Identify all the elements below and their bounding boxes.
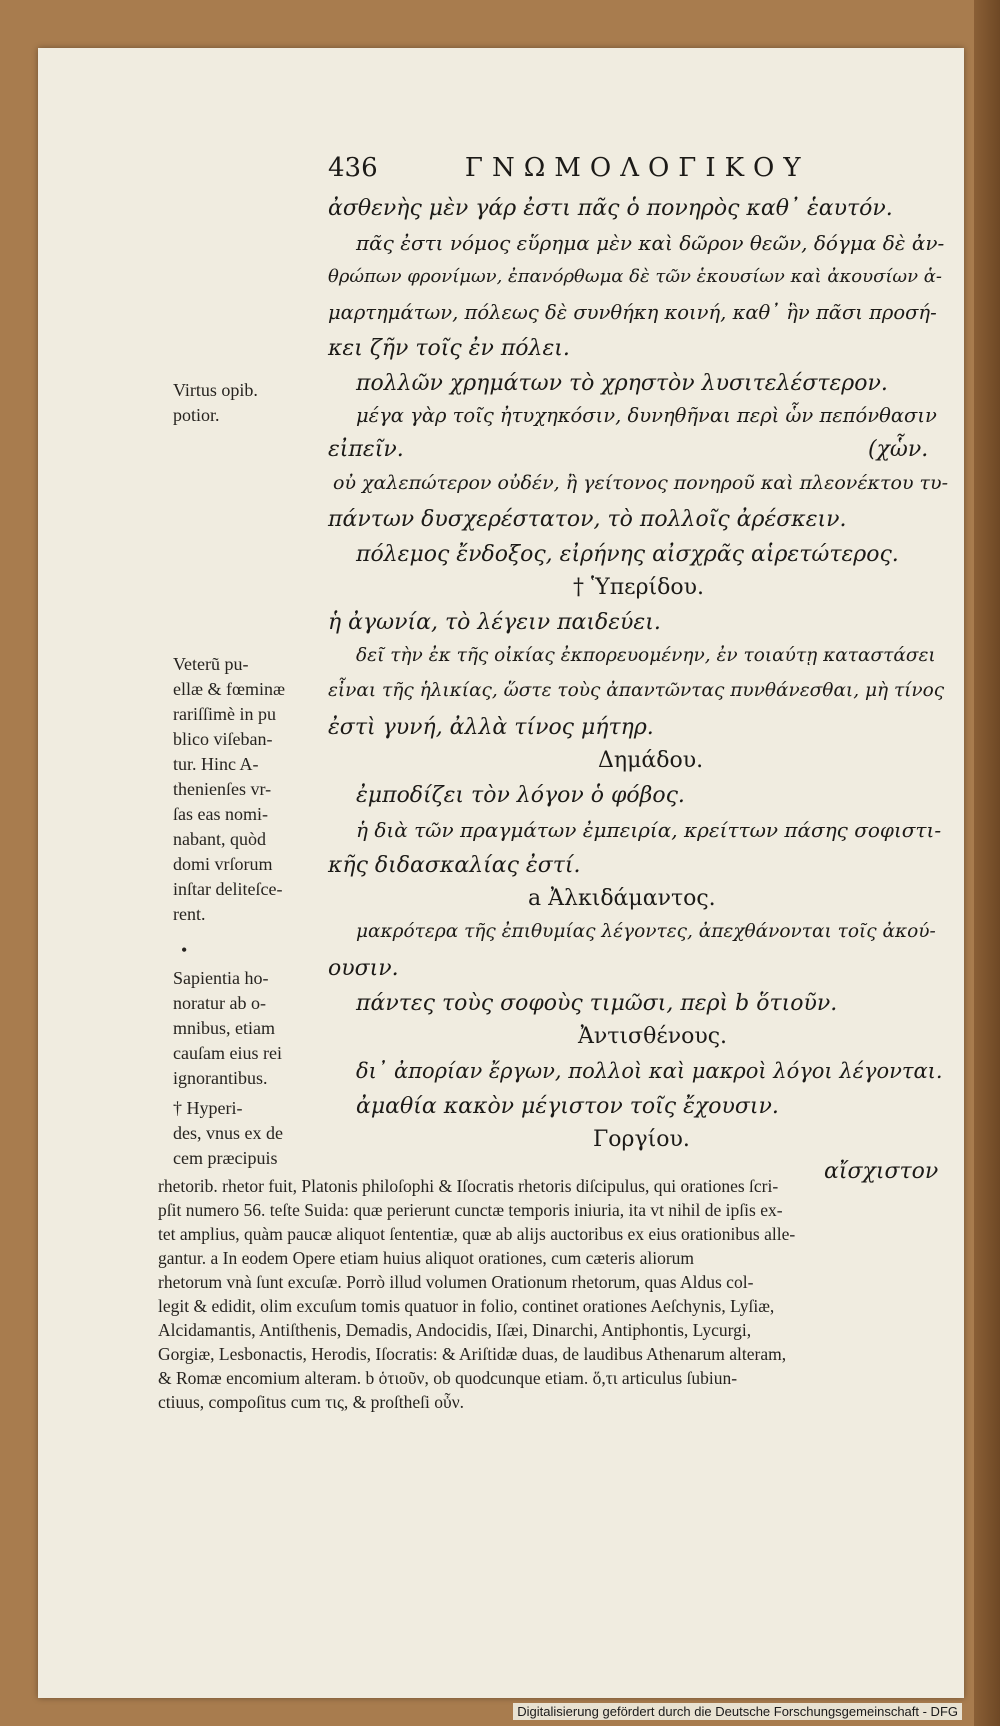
text-line: πάντες τοὺς σοφοὺς τιμῶσι, περὶ b ὅτιοῦν. (356, 991, 838, 1016)
author-heading: † Ὑπερίδου. (573, 575, 704, 600)
footnote-line: Gorgiæ, Lesbonactis, Herodis, Iſocratis: & Ariſtidæ duas, de laudibus Athenarum alteram, (158, 1344, 787, 1364)
text-line: ἐμποδίζει τὸν λόγον ὁ φόβος. (356, 783, 685, 808)
footnote-line: rhetorum vnà ſunt excuſæ. Porrò illud volumen Orationum rhetorum, quas Aldus col- (158, 1272, 754, 1292)
page-number: 436 (328, 153, 378, 183)
margin-bullet: • (181, 940, 188, 960)
text-line: μακρότερα τῆς ἐπιθυμίας λέγοντες, ἀπεχθάνονται τοῖς ἀκού- (356, 921, 936, 942)
footnote-line: legit & edidit, olim excuſum tomis quatuor in folio, continet orationes Aeſchynis, Lyſiæ, (158, 1296, 775, 1316)
text-line: ἡ ἀγωνία, τὸ λέγειν παιδεύει. (328, 610, 661, 635)
footnote-line: & Romæ encomium alteram. b ὁτιοῦν, ob quodcunque etiam. ὅ,τι articulus ſubiun- (158, 1368, 738, 1388)
book-page (38, 48, 964, 1698)
text-line: κῆς διδασκαλίας ἐστί. (328, 853, 581, 878)
text-line: ουσιν. (328, 956, 399, 981)
book-spine (974, 0, 1000, 1726)
author-heading: Δημάδου. (598, 748, 704, 773)
author-heading: Γοργίου. (593, 1127, 690, 1152)
footnote-line: gantur. a In eodem Opere etiam huius aliquot orationes, cum cæteris aliorum (158, 1248, 695, 1268)
text-line: πόλεμος ἔνδοξος, εἰρήνης αἰσχρᾶς αἱρετώτερος. (356, 542, 899, 567)
text-line: ἡ διὰ τῶν πραγμάτων ἐμπειρία, κρείττων πάσης σοφιστι- (356, 818, 942, 842)
text-line: εἶναι τῆς ἡλικίας, ὥστε τοὺς ἀπαντῶντας πυνθάνεσθαι, μὴ τίνος (328, 680, 945, 701)
author-heading: Ἀντισθένους. (578, 1024, 728, 1049)
catchword: αἴσχιστον (824, 1159, 939, 1184)
text-line: μέγα γὰρ τοῖς ἠτυχηκόσιν, δυνηθῆναι περὶ ὧν πεπόνθασιν (356, 404, 937, 427)
margin-note-sapientia: Sapientia ho- noratur ab o- mnibus, etiam cauſam eius rei ignorantibus. (173, 968, 282, 1088)
footnote-line: pſit numero 56. teſte Suida: quæ perierunt cunctæ temporis iniuria, ita vt nihil de ipſis ex- (158, 1200, 783, 1220)
text-line: δι᾽ ἀπορίαν ἔργων, πολλοὶ καὶ μακροὶ λόγοι λέγονται. (356, 1059, 943, 1083)
footnote-line: ctiuus, compoſitus cum τις, & proſtheſi οὖν. (158, 1392, 464, 1412)
footnote-line: Alcidamantis, Antiſthenis, Demadis, Andocidis, Iſæi, Dinarchi, Antiphontis, Lycurgi, (158, 1320, 752, 1340)
text-line: θρώπων φρονίμων, ἐπανόρθωμα δὲ τῶν ἑκουσίων καὶ ἀκουσίων ἁ- (328, 266, 942, 287)
author-heading: a Ἀλκιδάμαντος. (528, 886, 716, 911)
margin-note-veteru: Veterũ pu- ellæ & fœminæ rariſſimè in pu blico viſeban- tur. Hinc A- thenienſes vr- ſas eas nomi- nabant, quòd domi vrſorum inſtar deliteſce- rent. (173, 654, 285, 924)
text-line: εἰπεῖν. (328, 437, 404, 462)
text-line: πάντων δυσχερέστατον, τὸ πολλοῖς ἀρέσκειν. (328, 507, 847, 532)
footnote-line: tet amplius, quàm paucæ aliquot ſententiæ, quæ ab alijs auctoribus ex eius orationibus alle- (158, 1224, 796, 1244)
footnote-line: rhetorib. rhetor fuit, Platonis philoſophi & Iſocratis rhetoris diſcipulus, qui orationes ſcri- (158, 1176, 779, 1196)
text-line: (χὧν. (868, 437, 929, 462)
margin-note-virtus: Virtus opib. potior. (173, 380, 258, 425)
text-line: δεῖ τὴν ἐκ τῆς οἰκίας ἐκπορευομένην, ἐν τοιαύτῃ καταστάσει (356, 645, 936, 666)
text-line: οὐ χαλεπώτερον οὐδέν, ἢ γείτονος πονηροῦ καὶ πλεονέκτου τυ- (333, 472, 949, 494)
text-line: πᾶς ἐστι νόμος εὕρημα μὲν καὶ δῶρον θεῶν, δόγμα δὲ ἀν- (356, 231, 945, 255)
text-line: ἀμαθία κακὸν μέγιστον τοῖς ἔχουσιν. (356, 1094, 779, 1119)
running-header (328, 153, 948, 183)
text-line: μαρτημάτων, πόλεως δὲ συνθήκη κοινή, καθ᾽ ἣν πᾶσι προσή- (328, 301, 937, 324)
running-title: ΓΝΩΜΟΛΟΓΙΚΟΥ (464, 153, 810, 183)
text-line: κει ζῆν τοῖς ἐν πόλει. (328, 336, 570, 361)
digitization-credit: Digitalisierung gefördert durch die Deutsche Forschungsgemeinschaft - DFG (513, 1703, 962, 1720)
margin-note-hyperides: † Hyperi- des, vnus ex de cem præcipuis (173, 1098, 283, 1168)
text-line: ἐστὶ γυνή, ἀλλὰ τίνος μήτηρ. (328, 715, 654, 740)
text-line: ἀσθενὴς μὲν γάρ ἐστι πᾶς ὁ πονηρὸς καθ᾽ ἑαυτόν. (328, 196, 893, 221)
text-line: πολλῶν χρημάτων τὸ χρηστὸν λυσιτελέστερον. (356, 371, 888, 396)
